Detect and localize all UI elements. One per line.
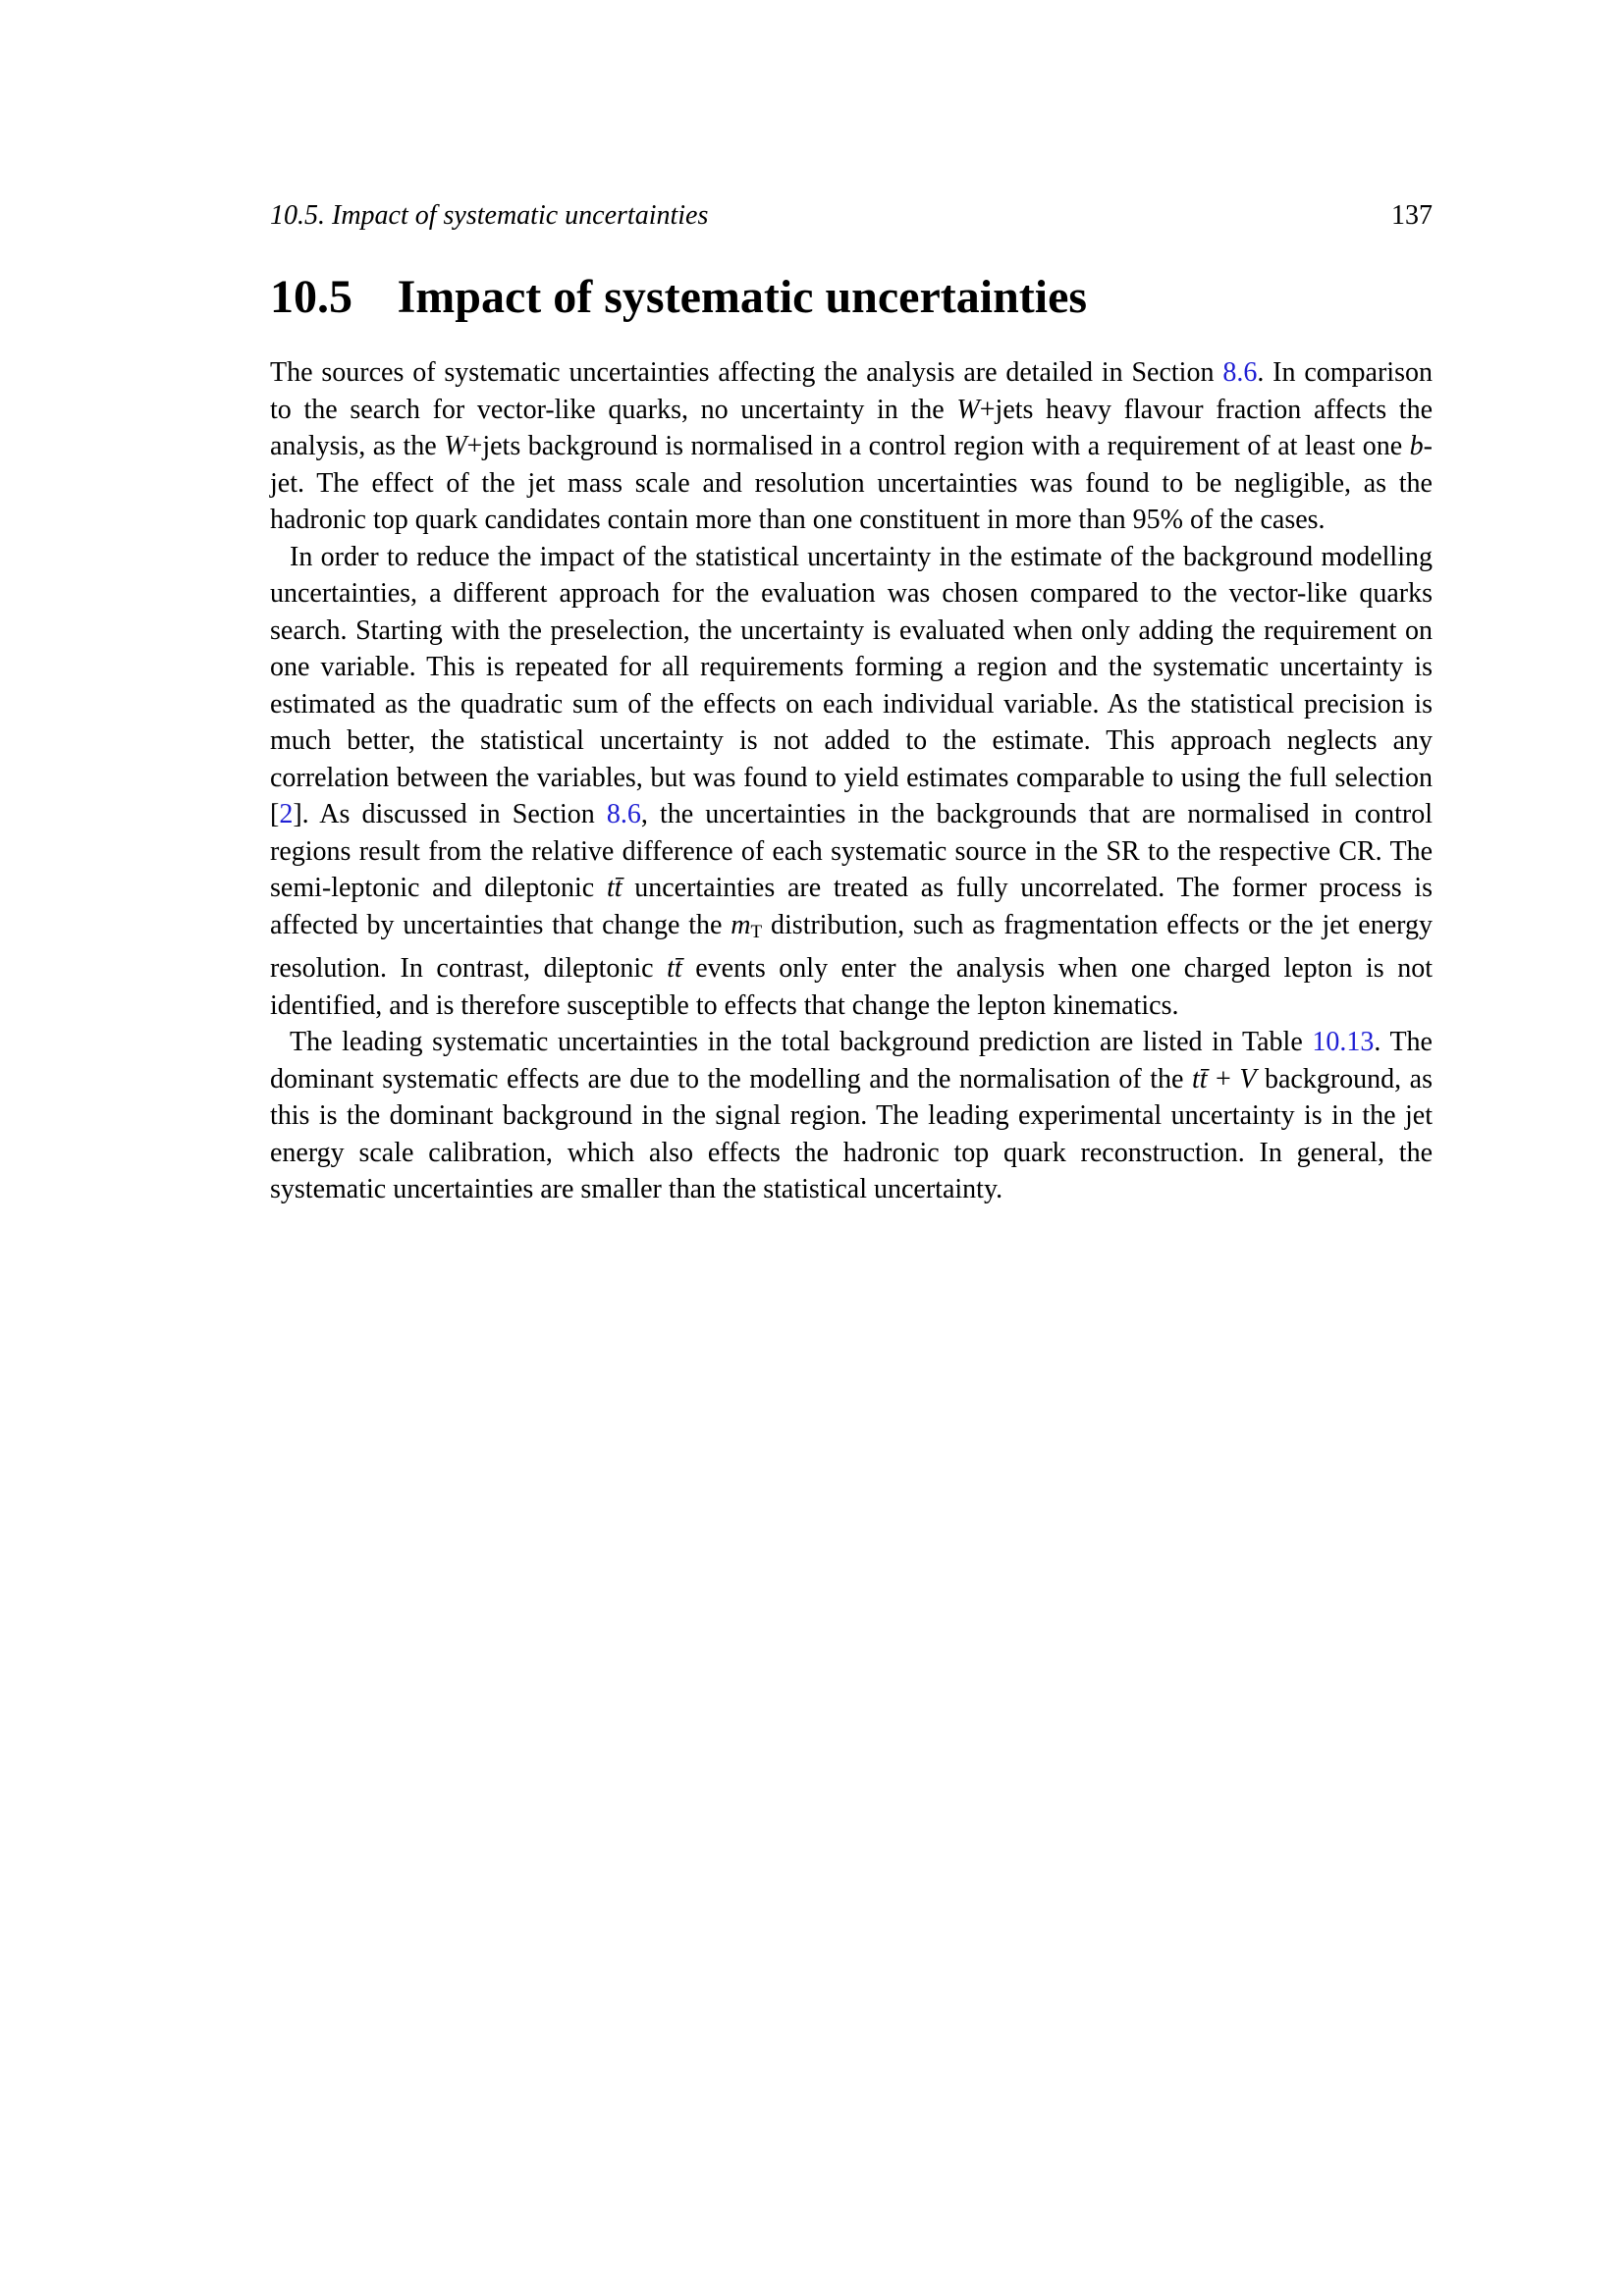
cross-reference-link[interactable]: 8.6 bbox=[606, 799, 641, 829]
body-text bbox=[270, 354, 1433, 1208]
text-run: -jet. The effect of the jet mass scale and resolution uncertainties was found to be negligible, as the hadronic top quark candidates contain more than one constituent in more than 95% of the cases. bbox=[270, 431, 1433, 535]
section-title: Impact of systematic uncertainties bbox=[397, 271, 1088, 323]
text-run: The leading systematic uncertainties in the total background prediction are listed in Table bbox=[290, 1027, 1313, 1058]
page-number: 137 bbox=[1391, 200, 1433, 231]
text-run: background, as this is the dominant background in the signal region. The leading experimental uncertainty is in the jet energy scale calibration, which also effects the hadronic top quark reconstruction. In general, the systematic uncertainties are smaller than the statistical uncertainty. bbox=[270, 1063, 1433, 1205]
text-run: W bbox=[444, 431, 467, 461]
section-heading bbox=[270, 271, 1433, 323]
running-header-title: 10.5. Impact of systematic uncertainties bbox=[270, 200, 709, 231]
text-run: + bbox=[1207, 1063, 1240, 1095]
text-run: tt̄ bbox=[1191, 1063, 1208, 1095]
cross-reference-link[interactable]: 8.6 bbox=[1222, 357, 1258, 388]
text-run: In order to reduce the impact of the statistical uncertainty in the estimate of the background modelling uncertainties, a different approach for the evaluation was chosen compared to the vector-like quarks search. Starting with the preselection, the uncertainty is evaluated when only adding the requirement on one variable. This is repeated for all requirements forming a region and the systematic uncertainty is estimated as the quadratic sum of the effects on each individual variable. As the statistical precision is much better, the statistical uncertainty is not added to the estimate. This approach neglects any correlation between the variables, but was found to yield estimates comparable to using the full selection [ bbox=[270, 541, 1433, 829]
paragraph bbox=[270, 539, 1433, 1025]
text-run: tt̄ bbox=[606, 873, 623, 903]
text-run: m bbox=[731, 909, 751, 940]
text-run: The sources of systematic uncertainties affecting the analysis are detailed in Section bbox=[270, 357, 1223, 388]
text-run: distribution, such as fragmentation effects or the jet energy resolution. In contrast, dileptonic bbox=[270, 909, 1433, 985]
text-run: +jets background is normalised in a control region with a requirement of at least one bbox=[466, 431, 1410, 461]
text-run: , the uncertainties in the backgrounds that are normalised in control regions result from the relative difference of each systematic source in the SR to the respective CR. The semi-leptonic and dileptonic bbox=[270, 799, 1433, 903]
paragraph bbox=[270, 354, 1433, 539]
text-run: . The dominant systematic effects are due to the modelling and the normalisation of the bbox=[270, 1027, 1433, 1095]
text-run: events only enter the analysis when one charged lepton is not identified, and is therefore susceptible to effects that change the lepton kinematics. bbox=[270, 953, 1433, 1021]
text-run: T bbox=[750, 921, 763, 942]
paragraph bbox=[270, 1024, 1433, 1208]
text-run: uncertainties are treated as fully uncorrelated. The former process is affected by uncertainties that change the bbox=[270, 873, 1433, 940]
section-number: 10.5 bbox=[270, 271, 352, 323]
text-run: ]. As discussed in Section bbox=[293, 799, 607, 829]
text-run: W bbox=[956, 394, 980, 425]
text-run: b bbox=[1409, 431, 1424, 461]
text-run: tt̄ bbox=[667, 953, 682, 985]
running-header bbox=[270, 200, 1433, 232]
cross-reference-link[interactable]: 2 bbox=[279, 799, 294, 829]
text-run: . In comparison to the search for vector-like quarks, no uncertainty in the bbox=[270, 357, 1433, 425]
cross-reference-link[interactable]: 10.13 bbox=[1312, 1027, 1375, 1058]
text-run: +jets heavy flavour fraction affects the analysis, as the bbox=[270, 394, 1433, 461]
text-run: V bbox=[1239, 1063, 1257, 1095]
